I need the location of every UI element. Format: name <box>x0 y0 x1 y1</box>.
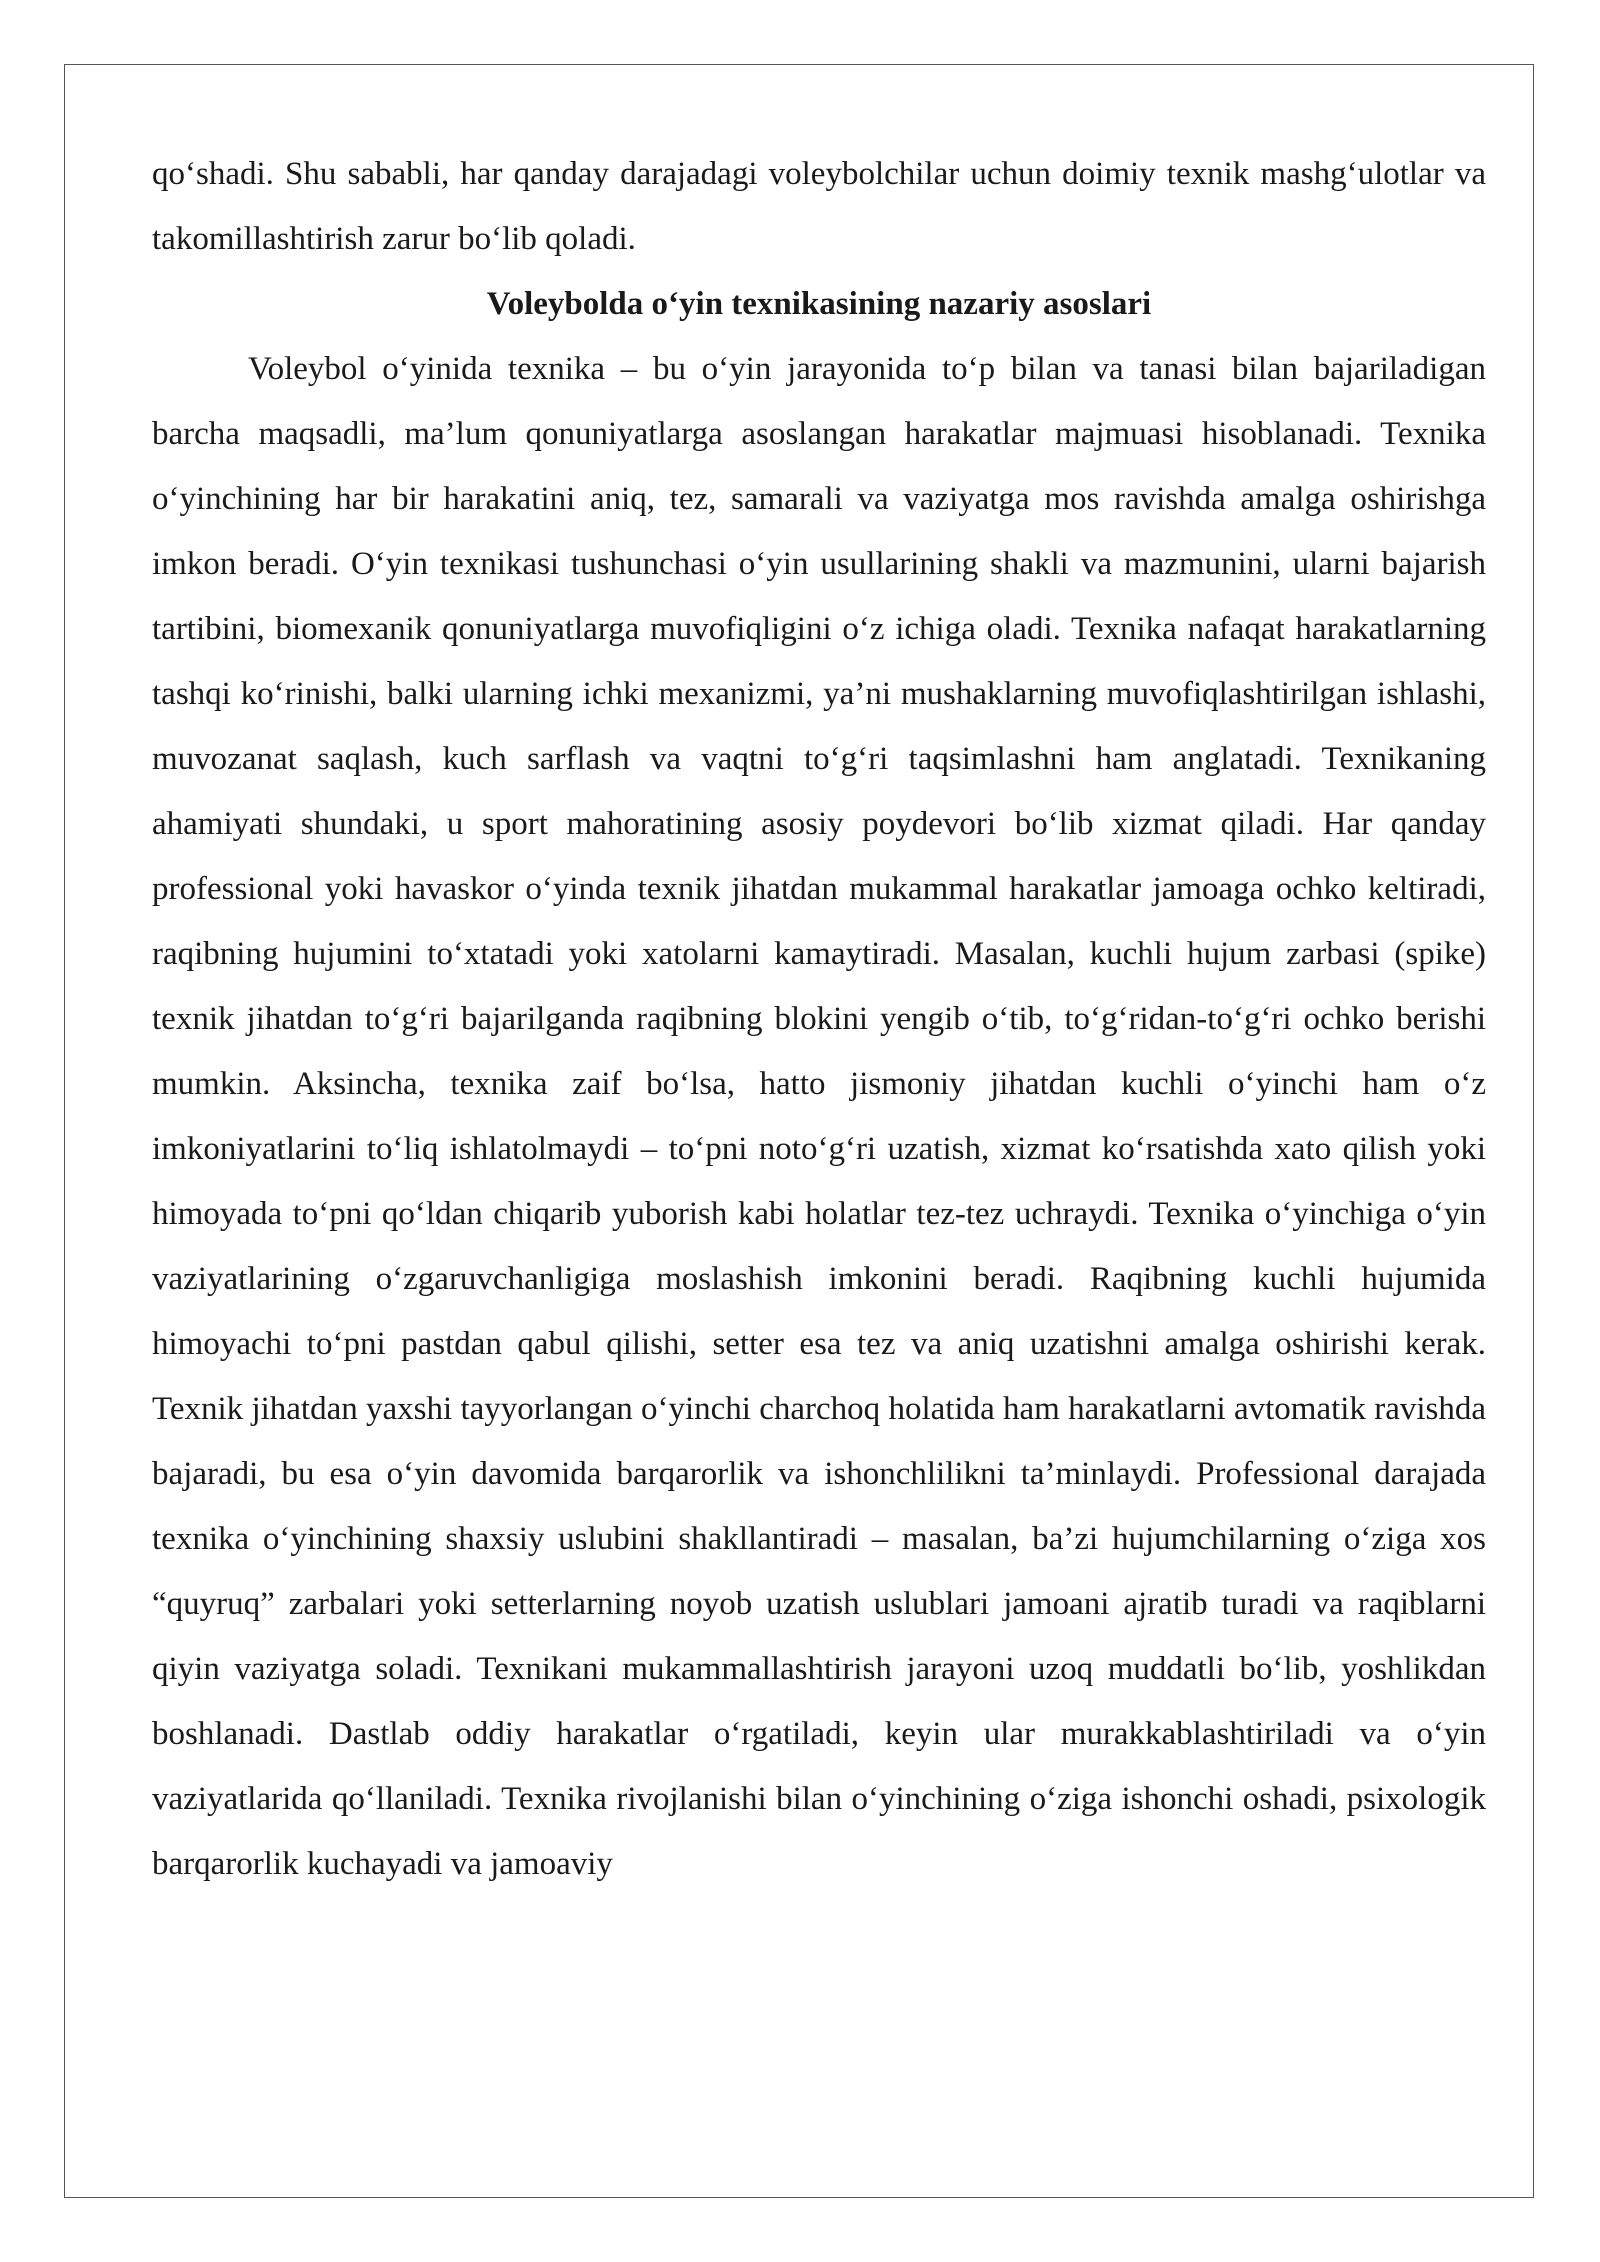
document-body <box>152 142 1486 1897</box>
continuation-paragraph: qo‘shadi. Shu sababli, har qanday darajadagi voleybolchilar uchun doimiy texnik mashg‘ulotlar va takomillashtirish zarur bo‘lib qoladi. <box>152 156 1486 257</box>
body-paragraph: Voleybol o‘yinida texnika – bu o‘yin jarayonida to‘p bilan va tanasi bilan bajariladigan barcha maqsadli, ma’lum qonuniyatlarga asoslangan harakatlar majmuasi hisoblanadi. Texnika o‘yinchining har bir harakatini aniq, tez, samarali va vaziyatga mos ravishda amalga oshirishga imkon beradi. O‘yin texnikasi tushunchasi o‘yin usullarining shakli va mazmunini, ularni bajarish tartibini, biomexanik qonuniyatlarga muvofiqligini o‘z ichiga oladi. Texnika nafaqat harakatlarning tashqi ko‘rinishi, balki ularning ichki mexanizmi, ya’ni mushaklarning muvofiqlashtirilgan ishlashi, muvozanat saqlash, kuch sarflash va vaqtni to‘g‘ri taqsimlashni ham anglatadi. Texnikaning ahamiyati shundaki, u sport mahoratining asosiy poydevori bo‘lib xizmat qiladi. Har qanday professional yoki havaskor o‘yinda texnik jihatdan mukammal harakatlar jamoaga ochko keltiradi, raqibning hujumini to‘xtatadi yoki xatolarni kamaytiradi. Masalan, kuchli hujum zarbasi (spike) texnik jihatdan to‘g‘ri bajarilganda raqibning blokini yengib o‘tib, to‘g‘ridan-to‘g‘ri ochko berishi mumkin. Aksincha, texnika zaif bo‘lsa, hatto jismoniy jihatdan kuchli o‘yinchi ham o‘z imkoniyatlarini to‘liq ishlatolmaydi – to‘pni noto‘g‘ri uzatish, xizmat ko‘rsatishda xato qilish yoki himoyada to‘pni qo‘ldan chiqarib yuborish kabi holatlar tez-tez uchraydi. Texnika o‘yinchiga o‘yin vaziyatlarining o‘zgaruvchanligiga moslashish imkonini beradi. Raqibning kuchli hujumida himoyachi to‘pni pastdan qabul qilishi, setter esa tez va aniq uzatishni amalga oshirishi kerak. Texnik jihatdan yaxshi tayyorlangan o‘yinchi charchoq holatida ham harakatlarni avtomatik ravishda bajaradi, bu esa o‘yin davomida barqarorlik va ishonchlilikni ta’minlaydi. Professional darajada texnika o‘yinchining shaxsiy uslubini shakllantiradi – masalan, ba’zi hujumchilarning o‘ziga xos “quyruq” zarbalari yoki setterlarning noyob uzatish uslublari jamoani ajratib turadi va raqiblarni qiyin vaziyatga soladi. Texnikani mukammallashtirish jarayoni uzoq muddatli bo‘lib, yoshlikdan boshlanadi. Dastlab oddiy harakatlar o‘rgatiladi, keyin ular murakkablashtiriladi va o‘yin vaziyatlarida qo‘llaniladi. Texnika rivojlanishi bilan o‘yinchining o‘ziga ishonchi oshadi, psixologik barqarorlik kuchayadi va jamoaviy <box>152 351 1486 1882</box>
section-heading: Voleybolda o‘yin texnikasining nazariy asoslari <box>486 286 1152 322</box>
